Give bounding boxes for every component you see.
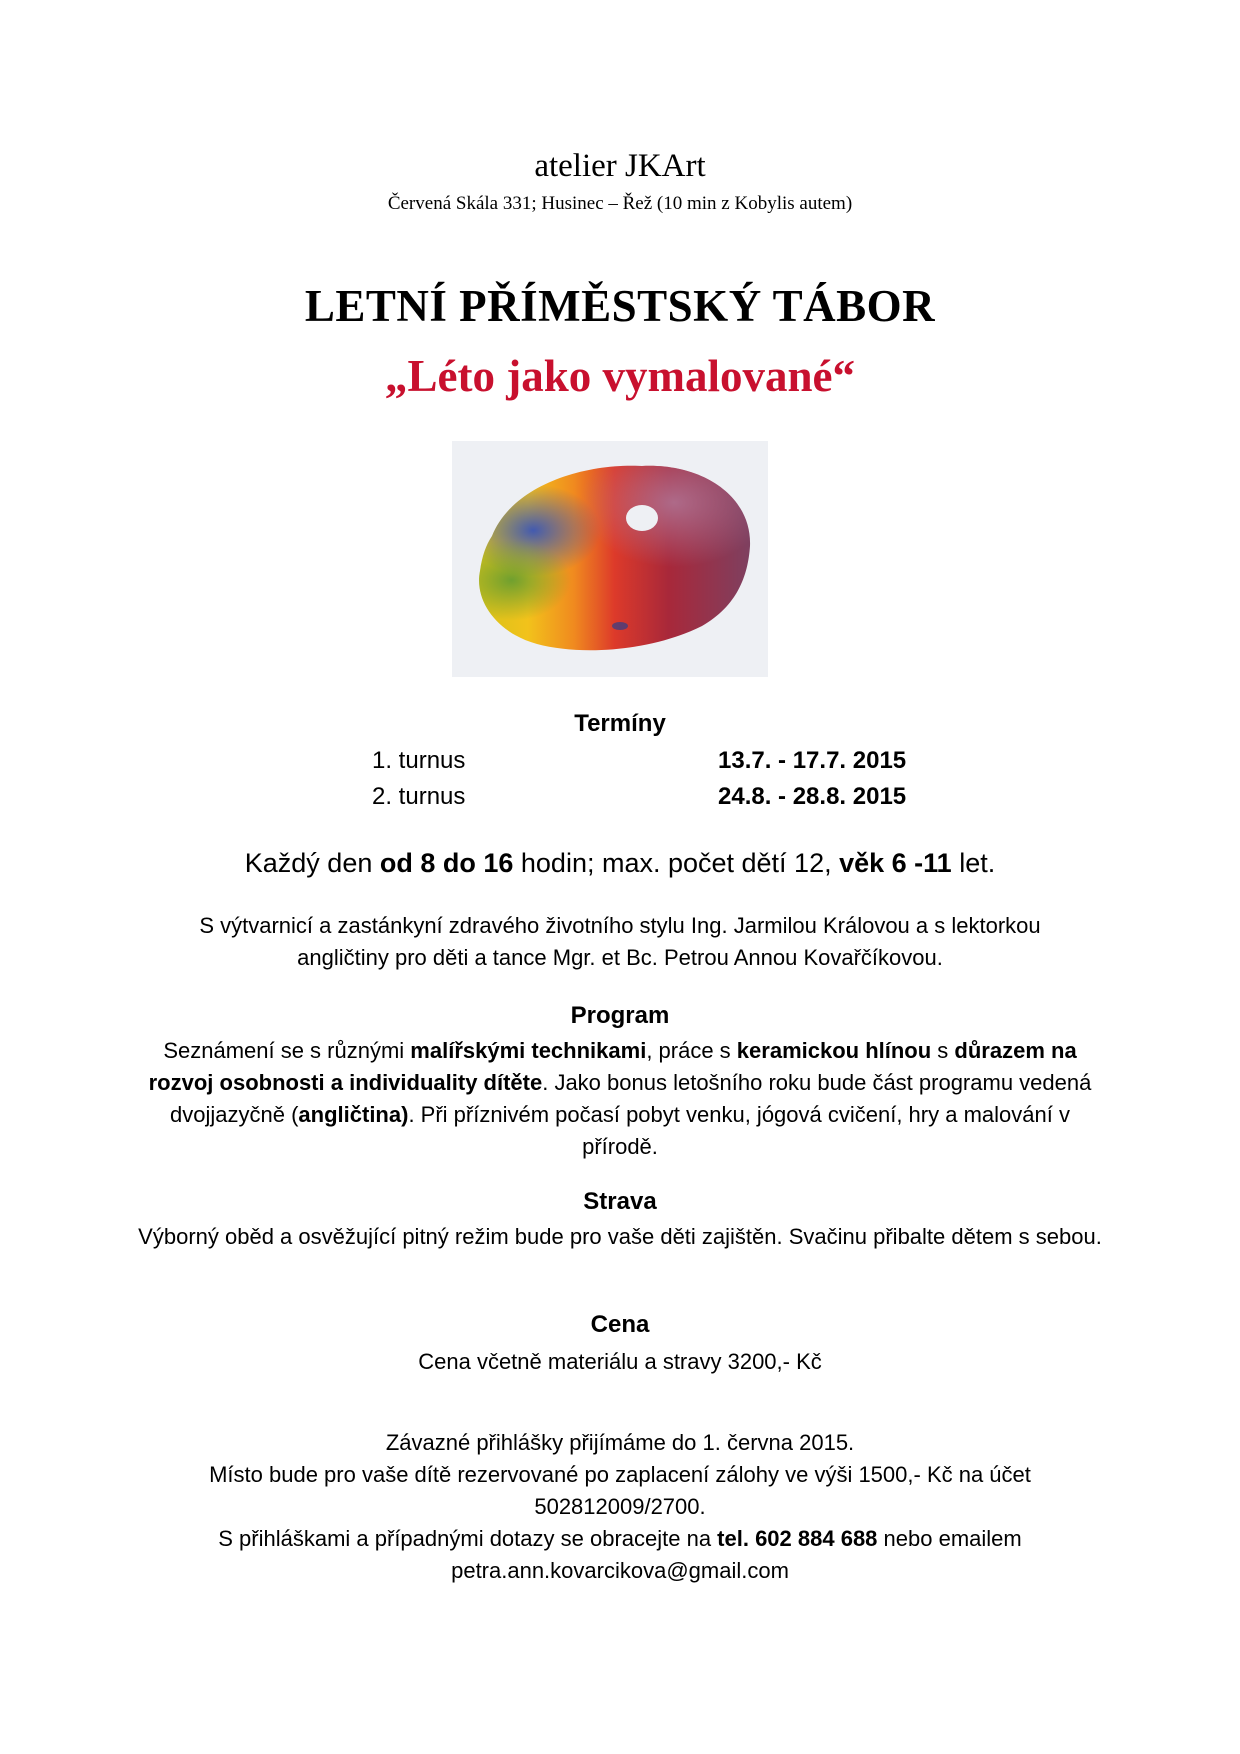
program-text-5: . Při příznivém počasí pobyt venku, jógová cvičení, hry a malování v přírodě. <box>408 1102 1070 1159</box>
paint-palette-illustration <box>452 441 768 677</box>
program-text-1: Seznámení se s různými <box>163 1038 411 1063</box>
footer-text <box>130 1427 1110 1587</box>
program-bold-2: keramickou hlínou <box>736 1038 932 1063</box>
daily-schedule <box>0 848 1240 879</box>
page-subtitle: „Léto jako vymalované“ <box>385 351 855 401</box>
page-title: LETNÍ PŘÍMĚSTSKÝ TÁBOR <box>304 281 936 331</box>
footer-line-1: Závazné přihlášky přijímáme do 1. června 2015. <box>385 1430 855 1455</box>
instructors-line-1: S výtvarnicí a zastánkyní zdravého životního stylu Ing. Jarmilou Královou a s lektorkou <box>199 913 1041 938</box>
food-text: Výborný oběd a osvěžující pitný režim bude pro vaše děti zajištěn. Svačinu přibalte dětem s sebou. <box>138 1224 1102 1249</box>
program-text <box>140 1035 1100 1163</box>
footer-contact <box>130 1523 1110 1587</box>
daily-age: věk 6 -11 <box>839 848 952 878</box>
daily-hours: od 8 do 16 <box>379 848 514 878</box>
term-2-label: 2. turnus <box>372 783 466 810</box>
daily-text-1: Každý den <box>244 848 380 878</box>
daily-text-2: hodin; max. počet dětí 12, <box>513 848 840 878</box>
terms-heading: Termíny <box>574 710 666 737</box>
program-bold-1: malířskými technikami <box>410 1038 647 1063</box>
term-1-label: 1. turnus <box>372 747 466 774</box>
food-heading: Strava <box>583 1188 657 1215</box>
studio-address: Červená Skála 331; Husinec – Řež (10 min z Kobylis autem) <box>387 193 853 214</box>
palette-image <box>452 441 768 677</box>
instructors-line-2: angličtiny pro děti a tance Mgr. et Bc. Petrou Annou Kovařčíkovou. <box>297 945 943 970</box>
program-text-2: , práce s <box>646 1038 737 1063</box>
footer-line-2: Místo bude pro vaše dítě rezervované po zaplacení zálohy ve výši 1500,- Kč na účet 502812009/2700. <box>209 1462 1031 1519</box>
term-2-date: 24.8. - 28.8. 2015 <box>718 783 907 810</box>
price-heading: Cena <box>590 1311 650 1338</box>
instructors-text <box>0 910 1240 974</box>
footer-phone: tel. 602 884 688 <box>717 1526 878 1551</box>
price-text: Cena včetně materiálu a stravy 3200,- Kč <box>418 1349 822 1374</box>
daily-text-3: let. <box>951 848 996 878</box>
footer-email: nebo emailem petra.ann.kovarcikova@gmail.com <box>451 1526 1022 1583</box>
term-1-date: 13.7. - 17.7. 2015 <box>718 747 907 774</box>
footer-contact-text: S přihláškami a případnými dotazy se obracejte na <box>218 1526 718 1551</box>
program-text-4: . Jako bonus letošního roku bude část programu vedená dvojjazyčně ( <box>170 1070 1092 1127</box>
program-bold-4: angličtina) <box>298 1102 409 1127</box>
studio-name: atelier JKArt <box>534 148 706 184</box>
program-heading: Program <box>570 1002 670 1029</box>
program-text-3: s <box>931 1038 955 1063</box>
program-bold-3: důrazem na rozvoj osobnosti a individuality dítěte <box>148 1038 1077 1095</box>
